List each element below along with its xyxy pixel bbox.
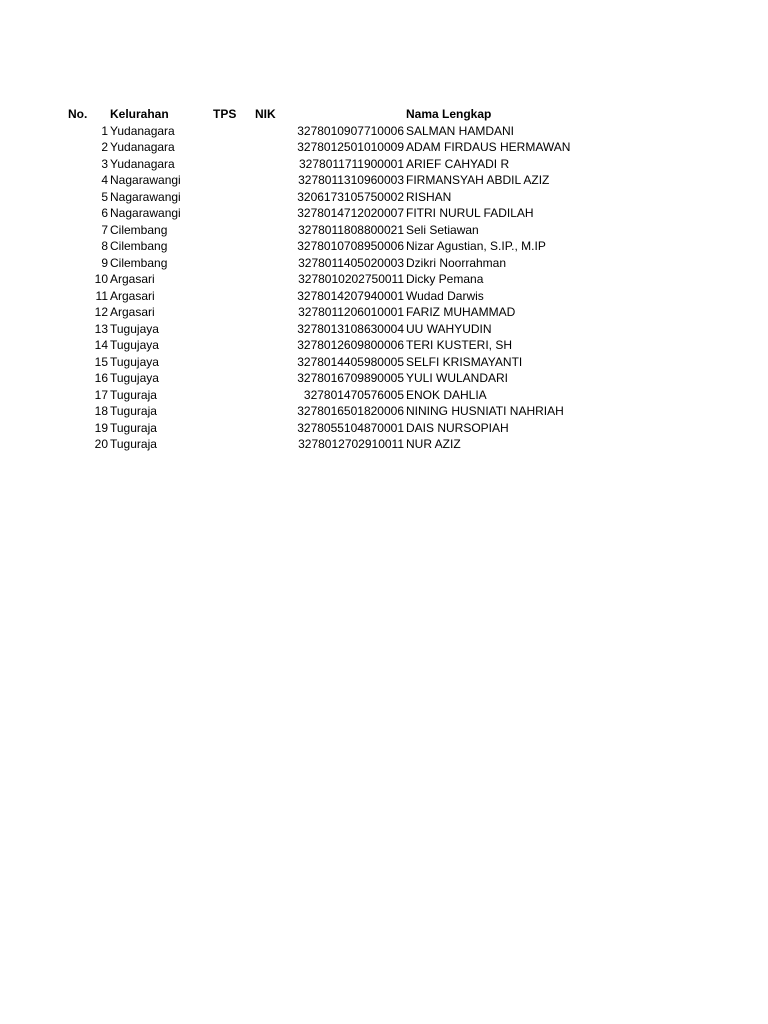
- cell-nama: ARIEF CAHYADI R: [406, 156, 510, 171]
- table-row: [0, 436, 768, 453]
- cell-kelurahan: Tuguraja: [110, 387, 157, 402]
- cell-nik: 3278011405020003: [298, 255, 404, 270]
- cell-nik: 3278012702910011: [298, 437, 404, 451]
- cell-kelurahan: Yudanagara: [110, 123, 175, 138]
- cell-nik: 3278014712020007: [297, 206, 404, 220]
- cell-no: 20: [94, 437, 108, 451]
- cell-nik: 3278010708950006: [297, 239, 404, 253]
- cell-no: 6: [101, 206, 108, 220]
- cell-nama: YULI WULANDARI: [406, 371, 509, 385]
- cell-nik: 3278016501820006: [297, 404, 404, 418]
- table-row: [0, 123, 768, 140]
- cell-no: 15: [94, 354, 108, 369]
- cell-no: 19: [94, 420, 108, 435]
- table-row: [0, 189, 768, 206]
- cell-no: 12: [94, 305, 108, 319]
- cell-no: 7: [101, 222, 108, 237]
- table-row: [0, 370, 768, 387]
- table-row: [0, 403, 768, 420]
- table-row: [0, 222, 768, 239]
- cell-nik: 3278010202750011: [298, 272, 404, 286]
- cell-nama: Seli Setiawan: [406, 222, 479, 237]
- cell-kelurahan: Argasari: [110, 305, 155, 319]
- spreadsheet-table: [0, 106, 768, 453]
- cell-kelurahan: Nagarawangi: [110, 189, 181, 204]
- cell-nik: 3278014405980005: [297, 354, 404, 369]
- cell-nama: DAIS NURSOPIAH: [406, 420, 509, 435]
- table-row: [0, 238, 768, 255]
- cell-nik: 3278016709890005: [297, 371, 404, 385]
- cell-kelurahan: Tuguraja: [110, 420, 157, 435]
- cell-nik: 3278011808800021: [298, 222, 404, 237]
- cell-nama: Nizar Agustian, S.IP., M.IP: [406, 239, 546, 253]
- table-row: [0, 271, 768, 288]
- table-row: [0, 304, 768, 321]
- cell-kelurahan: Yudanagara: [110, 140, 175, 154]
- cell-no: 8: [101, 239, 108, 253]
- cell-nama: SALMAN HAMDANI: [406, 123, 515, 138]
- table-row: [0, 255, 768, 272]
- cell-nama: FARIZ MUHAMMAD: [406, 305, 516, 319]
- cell-nik: 3278055104870001: [297, 420, 404, 435]
- cell-no: 3: [101, 156, 108, 171]
- cell-nik: 3278010907710006: [297, 123, 404, 138]
- cell-kelurahan: Nagarawangi: [110, 206, 181, 220]
- cell-kelurahan: Cilembang: [110, 222, 168, 237]
- cell-nik: 327801470576005: [303, 387, 404, 402]
- cell-nama: ENOK DAHLIA: [406, 387, 487, 402]
- table-row: [0, 387, 768, 404]
- cell-no: 10: [94, 272, 108, 286]
- cell-nik: 3278011310960003: [298, 173, 404, 187]
- cell-kelurahan: Argasari: [110, 288, 155, 303]
- cell-nama: Wudad Darwis: [406, 288, 484, 303]
- cell-nama: TERI KUSTERI, SH: [406, 338, 513, 352]
- table-row: [0, 354, 768, 371]
- header-no: No.: [68, 107, 88, 121]
- table-row: [0, 288, 768, 305]
- cell-kelurahan: Nagarawangi: [110, 173, 181, 187]
- cell-nama: NINING HUSNIATI NAHRIAH: [406, 404, 564, 418]
- cell-no: 18: [94, 404, 108, 418]
- cell-nama: RISHAN: [406, 189, 452, 204]
- cell-kelurahan: Tugujaya: [110, 321, 159, 336]
- cell-nama: FIRMANSYAH ABDIL AZIZ: [406, 173, 550, 187]
- cell-nama: ADAM FIRDAUS HERMAWAN: [406, 140, 571, 154]
- cell-nik: 3206173105750002: [297, 189, 404, 204]
- cell-no: 14: [94, 338, 108, 352]
- cell-kelurahan: Argasari: [110, 272, 155, 286]
- cell-kelurahan: Cilembang: [110, 255, 168, 270]
- cell-no: 4: [101, 173, 108, 187]
- cell-no: 11: [95, 288, 108, 303]
- cell-nama: Dzikri Noorrahman: [406, 255, 507, 270]
- cell-nama: SELFI KRISMAYANTI: [406, 354, 523, 369]
- cell-nik: 3278013108630004: [297, 321, 404, 336]
- cell-kelurahan: Tugujaya: [110, 371, 159, 385]
- cell-nama: UU WAHYUDIN: [406, 321, 492, 336]
- cell-kelurahan: Tuguraja: [110, 437, 157, 451]
- table-row: [0, 156, 768, 173]
- header-nama: Nama Lengkap: [406, 107, 492, 121]
- header-row: [0, 106, 768, 123]
- cell-no: 9: [101, 255, 108, 270]
- cell-nik: 3278014207940001: [297, 288, 404, 303]
- cell-no: 2: [101, 140, 108, 154]
- table-row: [0, 337, 768, 354]
- cell-kelurahan: Tugujaya: [110, 354, 159, 369]
- cell-nik: 3278012609800006: [297, 338, 404, 352]
- cell-kelurahan: Tuguraja: [110, 404, 157, 418]
- cell-no: 1: [101, 123, 108, 138]
- cell-kelurahan: Yudanagara: [110, 156, 175, 171]
- table-row: [0, 420, 768, 437]
- cell-nama: Dicky Pemana: [406, 272, 484, 286]
- cell-nama: FITRI NURUL FADILAH: [406, 206, 534, 220]
- table-row: [0, 139, 768, 156]
- cell-no: 16: [94, 371, 108, 385]
- table-row: [0, 321, 768, 338]
- cell-no: 13: [94, 321, 108, 336]
- header-tps: TPS: [213, 107, 237, 121]
- table-row: [0, 172, 768, 189]
- cell-no: 5: [101, 189, 108, 204]
- cell-nik: 3278011206010001: [298, 305, 404, 319]
- cell-kelurahan: Cilembang: [110, 239, 168, 253]
- table-row: [0, 205, 768, 222]
- header-kelurahan: Kelurahan: [110, 107, 169, 121]
- table-body: [0, 123, 768, 453]
- cell-nama: NUR AZIZ: [406, 437, 461, 451]
- header-nik: NIK: [255, 107, 276, 121]
- cell-nik: 3278011711900001: [299, 156, 404, 171]
- cell-no: 17: [94, 387, 108, 402]
- cell-nik: 3278012501010009: [297, 140, 404, 154]
- cell-kelurahan: Tugujaya: [110, 338, 159, 352]
